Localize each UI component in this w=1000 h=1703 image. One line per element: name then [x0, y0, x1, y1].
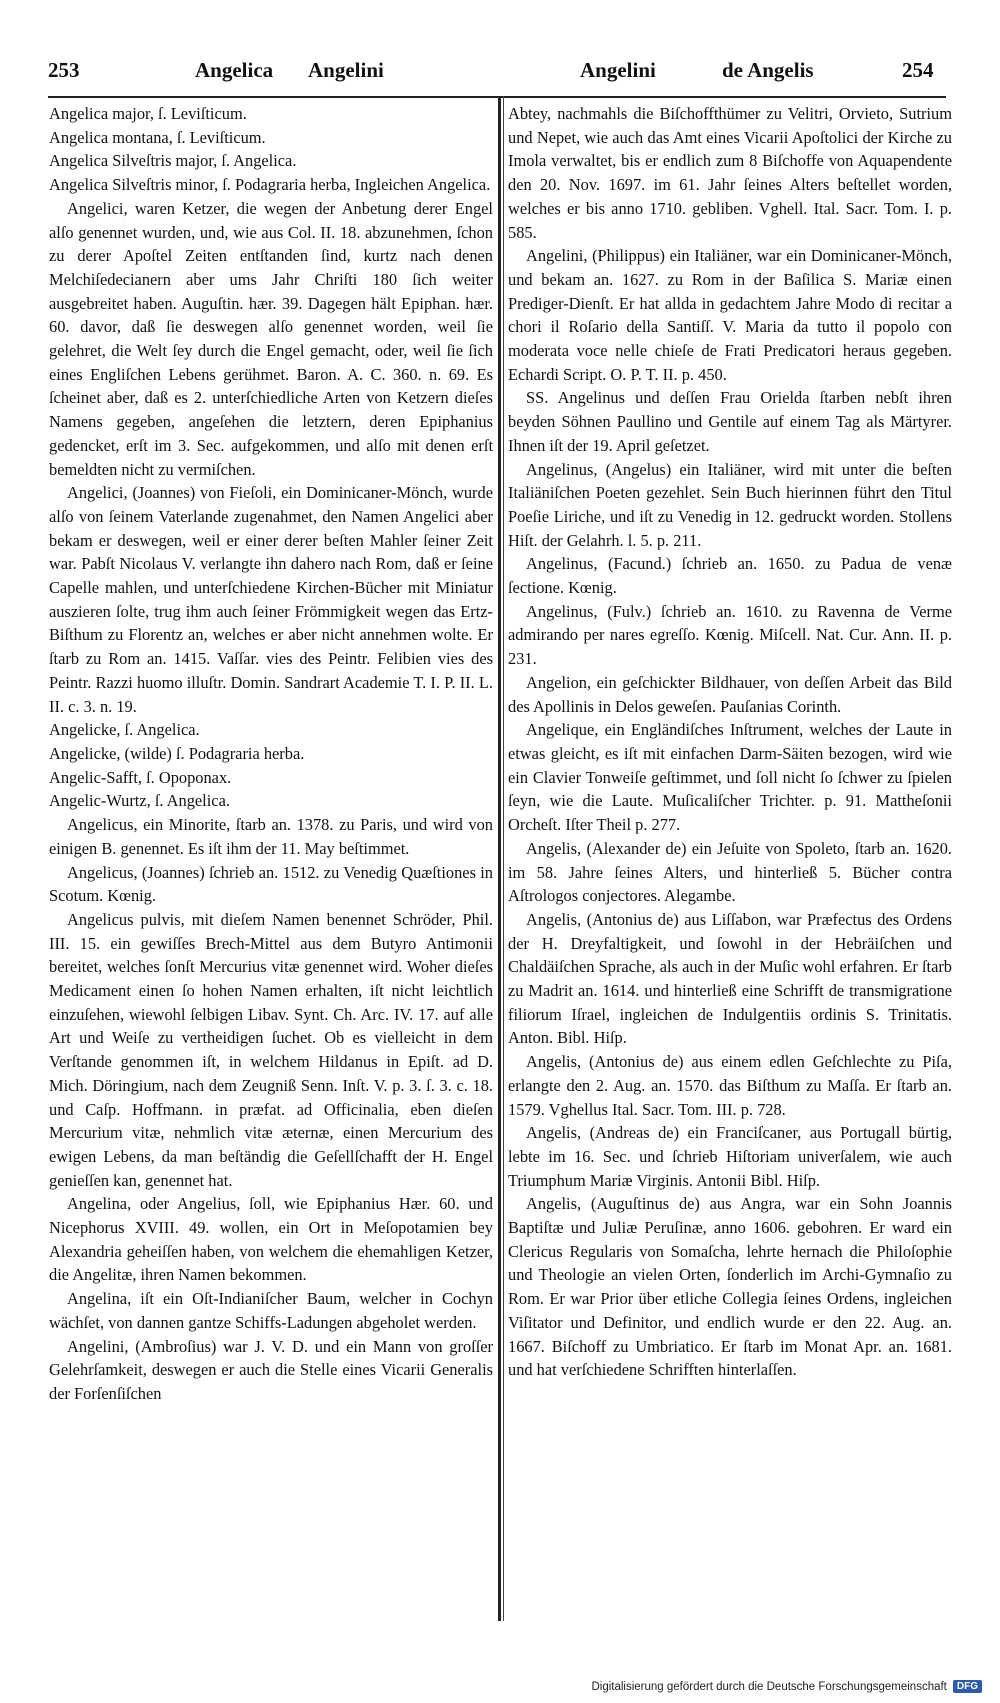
running-head-left-2: Angelini — [308, 58, 384, 82]
entry: Angelini, (Philippus) ein Italiäner, war ein Dominicaner-Mönch, und bekam an. 1627. zu Rom in der Baſilica S. Mariæ einen Prediger-Dienſt. Er hat allda in gedachtem Jahre Modo di recitar a chori il Roſario della Santiſſ. V. Maria da tutto il popolo con moderata voce nelle chieſe de Frati Predicatori heraus gegeben. Echardi Script. O. P. T. II. p. 450. — [508, 246, 952, 384]
entry: SS. Angelinus und deſſen Frau Orielda ſtarben nebſt ihren beyden Söhnen Paullino und Gentile auf einem Tag als Märtyrer. Ihnen iſt der 19. April geſetzet. — [508, 388, 952, 455]
digitization-credit — [591, 1680, 982, 1693]
entry: Angelic-Safft, ſ. Opoponax. — [49, 767, 232, 787]
left-column — [49, 102, 493, 1406]
page-header — [40, 58, 960, 92]
entry: Angelis, (Auguſtinus de) aus Angra, war ein Sohn Joannis Baptiſtæ und Juliæ Peruſinæ, anno 1606. gebohren. Er ward ein Clericus Regularis von Somaſcha, lehrte hernach die Philoſophie und Theologie an vielen Orten, ſonderlich im Archi-Gymnaſio zu Rom. Er war Prior über etliche Collegia ſeines Ordens, ingleichen Viſitator und Definitor, und endlich wurde er den 22. Aug. an. 1667. Biſchoff zu Umbriatico. Er ſtarb im Monat Apr. an. 1681. und hat verſchiedene Schrifften hinterlaſſen. — [508, 1194, 952, 1380]
entry: Angelique, ein Engländiſches Inſtrument, welches der Laute in etwas gleicht, es iſt mit einfachen Darm-Säiten bezogen, wird wie ein Clavier Tonweiſe geſtimmet, und ſoll nicht ſo ſchwer zu ſpielen ſeyn, wie die Laute. Muſicaliſcher Trichter. p. 91. Mattheſonii Orcheſt. Iſter Theil p. 277. — [508, 720, 952, 835]
entry: Angelini, (Ambroſius) war J. V. D. und ein Mann von groſſer Gelehrſamkeit, deswegen er auch die Stelle eines Vicarii Generalis der Forſenſiſchen — [49, 1336, 493, 1403]
header-rule — [48, 96, 946, 98]
credit-text: Digitalisierung gefördert durch die Deutsche Forschungsgemeinschaft — [591, 1680, 947, 1693]
entry: Angelicke, (wilde) ſ. Podagraria herba. — [49, 743, 305, 763]
entry: Angelina, iſt ein Oſt-Indianiſcher Baum, welcher in Cochyn wächſet, von dannen gantze Schiffs-Ladungen abgeholet werden. — [49, 1289, 493, 1332]
right-column — [508, 102, 952, 1382]
entry: Angelica Silveſtris minor, ſ. Podagraria herba, Ingleichen Angelica. — [49, 175, 491, 195]
column-divider — [498, 96, 501, 1621]
entry: Angelici, (Joannes) von Fieſoli, ein Dominicaner-Mönch, wurde alſo von ſeinem Vaterlande zugenahmet, den Namen Angelici aber bekam er deswegen, weil er einer derer beſten Mahler ſeiner Zeit war. Pabſt Nicolaus V. verlangte ihn dahero nach Rom, daß er ſeine Capelle mahlen, und unterſchiedene Kirchen-Bücher mit Miniatur auszieren ſolte, trug ihm auch ſeiner Frömmigkeit wegen das Ertz-Biſthum zu Florentz an, welches er aber nicht annehmen wolte. Er ſtarb zu Rom an. 1415. Vaſſar. vies des Peintr. Felibien vies des Peintr. Razzi huomo illuſtr. Domin. Sandrart Academie T. I. P. II. L. II. c. 3. n. 19. — [49, 483, 493, 716]
entry: Angelicus pulvis, mit dieſem Namen benennet Schröder, Phil. III. 15. ein gewiſſes Brech-Mittel aus dem Butyro Antimonii bereitet, welches ſonſt Mercurius vitæ genennet wird. Woher dieſes Medicament einen ſo hohen Namen erhalten, iſt nicht leichtlich einzuſehen, wiewohl ſelbigen Libav. Synt. Ch. Arc. IV. 17. auf alle Art und Weiſe zu vertheidigen ſuchet. Ob es vielleicht in dem Verſtande genommen iſt, in welchem Hildanus in Epiſt. ad D. Mich. Döringium, nach dem Zeugniß Senn. Inſt. V. p. 3. ſ. 3. c. 18. und Caſp. Hoffmann. in præfat. ad Officinalia, eben dieſen Mercurium vitæ, nehmlich vitæ æternæ, einen Mercurium des ewigen Lebens, da man beſtändig die Geſellſchafft der H. Engel genieſſen kan, genennet hat. — [49, 909, 493, 1190]
entry: Angelis, (Andreas de) ein Franciſcaner, aus Portugall bürtig, lebte im 16. Sec. und ſchrieb Hiſtoriam univerſalem, wie auch Triumphum Mariæ Virginis. Antonii Bibl. Hiſp. — [508, 1123, 952, 1190]
entry: Angelina, oder Angelius, ſoll, wie Epiphanius Hær. 60. und Nicephorus XVIII. 49. wollen, ein Ort in Meſopotamien bey Alexandria geheiſſen haben, von welchem die ehemahligen Ketzer, die Angelitæ, ihren Namen bekommen. — [49, 1194, 493, 1285]
entry: Angelis, (Alexander de) ein Jeſuite von Spoleto, ſtarb an. 1620. im 58. Jahre ſeines Alters, und hinterließ 5. Bücher contra Aſtrologos conjectores. Alegambe. — [508, 838, 952, 906]
entry: Angelicke, ſ. Angelica. — [49, 720, 200, 740]
entry: Angelica Silveſtris major, ſ. Angelica. — [49, 151, 297, 171]
entry: Angelicus, (Joannes) ſchrieb an. 1512. zu Venedig Quæſtiones in Scotum. Kœnig. — [49, 862, 493, 906]
running-head-left-1: Angelica — [195, 58, 274, 82]
running-head-right-1: Angelini — [580, 58, 656, 82]
entry: Angelic-Wurtz, ſ. Angelica. — [49, 791, 230, 811]
entry: Angelis, (Antonius de) aus einem edlen Geſchlechte zu Piſa, erlangte den 2. Aug. an. 1570. das Biſthum zu Maſſa. Er ſtarb an. 1579. Vghellus Ital. Sacr. Tom. III. p. 728. — [508, 1052, 952, 1119]
entry: Angelicus, ein Minorite, ſtarb an. 1378. zu Paris, und wird von einigen B. genennet. Es iſt ihm der 11. May beſtimmet. — [49, 815, 493, 858]
entry: Angelion, ein geſchickter Bildhauer, von deſſen Arbeit das Bild des Apollinis in Delos geweſen. Pauſanias Corinth. — [508, 672, 952, 716]
page-number-right: 254 — [902, 58, 934, 82]
running-head-right-2: de Angelis — [722, 58, 814, 82]
entry: Abtey, nachmahls die Biſchoffthümer zu Velitri, Orvieto, Sutrium und Nepet, wie auch das Amt eines Vicarii Apoſtolici der Kirche zu Imola verwaltet, bis er endlich zum 8 Biſchoffe von Aquapendente den 20. Nov. 1697. im 61. Jahr ſeines Alters beſtellet worden, welches er bis anno 1710. gebliben. Vghell. Ital. Sacr. Tom. I. p. 585. — [508, 104, 952, 242]
entry: Angelinus, (Angelus) ein Italiäner, wird mit unter die beſten Italiäniſchen Poeten gezehlet. Sein Buch hierinnen führt den Titul Poeſie Liriche, und iſt zu Venedig in 12. gedruckt worden. Stollens Hiſt. der Gelahrh. l. 5. p. 211. — [508, 459, 952, 550]
page-number-left: 253 — [48, 58, 80, 82]
entry: Angelici, waren Ketzer, die wegen der Anbetung derer Engel alſo genennet wurden, und, wie aus Col. II. 18. abzunehmen, ſchon zu derer Apoſtel Zeiten entſtanden ſind, kurtz nach denen Melchiſedecianern aber ums Jahr Chriſti 180 ſich weiter ausgebreitet haben. Auguſtin. hær. 39. Dagegen hält Epiphan. hær. 60. davor, daß ſie deswegen alſo genennet worden, weil ſie gelehret, die Welt ſey durch die Engel gemacht, oder, weil ſie ſich eines Engliſchen Lebens gerühmet. Baron. A. C. 360. n. 69. Es ſcheinet aber, daß es 2. unterſchiedliche Arten von Ketzern dieſes Namens gegeben, angeſehen die letztern, deren Epiphanius gedencket, erſt im 3. Sec. aufgekommen, und alſo mit denen erſt bemeldten nicht zu vermiſchen. — [49, 198, 493, 479]
entry: Angelinus, (Fulv.) ſchrieb an. 1610. zu Ravenna de Verme admirando per nares egreſſo. Kœnig. Miſcell. Nat. Cur. Ann. II. p. 231. — [508, 601, 952, 669]
entry: Angelis, (Antonius de) aus Liſſabon, war Præfectus des Ordens der H. Dreyfaltigkeit, und ſowohl in der Hebräiſchen und Chaldäiſchen Sprache, als auch in der Muſic wohl erfahren. Er ſtarb zu Madrit an. 1614. und hinterließ eine Schrifft de transmigratione filiorum Iſrael, ingleichen de Indulgentiis ordinis S. Trinitatis. Anton. Bibl. Hiſp. — [508, 909, 952, 1048]
entry: Angelica montana, ſ. Leviſticum. — [49, 127, 266, 147]
entry: Angelica major, ſ. Leviſticum. — [49, 104, 247, 123]
dfg-logo: DFG — [953, 1680, 982, 1693]
entry: Angelinus, (Facund.) ſchrieb an. 1650. zu Padua de venæ ſectione. Kœnig. — [508, 554, 952, 598]
